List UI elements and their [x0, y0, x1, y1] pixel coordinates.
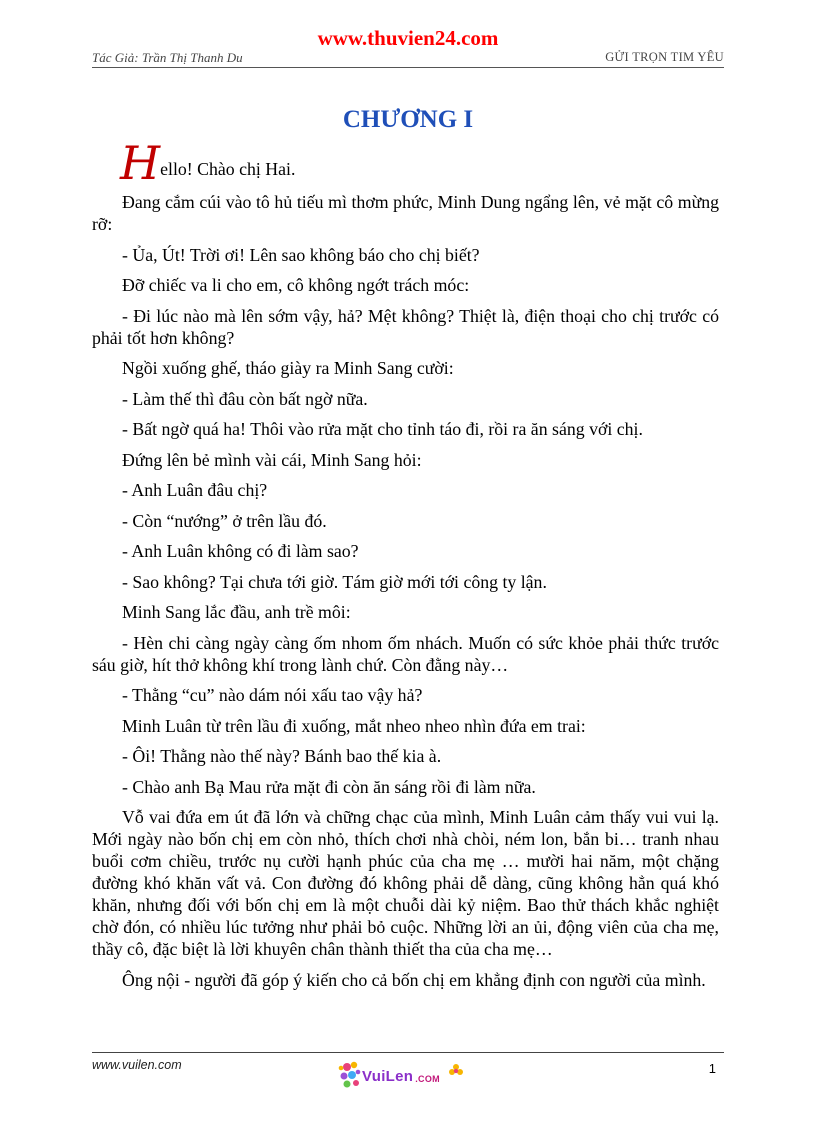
paragraph: Ngồi xuống ghế, tháo giày ra Minh Sang cười: [122, 358, 454, 378]
paragraph: - Anh Luân đâu chị? [122, 480, 268, 500]
paragraph: Ông nội - người đã góp ý kiến cho cả bốn chị em khẳng định con người của mình. [122, 969, 706, 990]
opening-paragraph [92, 136, 719, 190]
star-flower-icon [448, 1063, 464, 1079]
paragraph: - Hèn chi càng ngày càng ốm nhom ốm nhách. Muốn có sức khỏe phải thức trước sáu giờ, hít thở không khí trong lành chứ. Còn đằng này… [92, 632, 719, 675]
paragraph: - Anh Luân không có đi làm sao? [122, 541, 359, 561]
flower-cluster-icon [338, 1059, 364, 1091]
logo-suffix: .COM [415, 1074, 440, 1084]
paragraph: Vỗ vai đứa em út đã lớn và chững chạc của mình, Minh Luân cảm thấy vui vui lạ. Mới ngày nào bốn chị em còn nhỏ, thích chơi nhà chòi, ném lon, bắn bi… tranh nhau buổi cơm chiều, trước nụ cười hạnh phúc của cha mẹ … mười hai năm, một chặng đường khó khăn vất vả. Con đường đó không phải dễ dàng, cũng không hẳn quá khó khăn, nhưng đối với bốn chị em là một chuỗi dài kỷ niệm. Bao thử thách khắc nghiệt chờ đón, có nhiều lúc tưởng như phải bỏ cuộc. Những lời an ủi, động viên của cha mẹ, thầy cô, đặc biệt là lời khuyên chân thành thiết tha của cha mẹ… [92, 807, 719, 959]
paragraph: - Bất ngờ quá ha! Thôi vào rửa mặt cho tỉnh táo đi, rồi ra ăn sáng với chị. [122, 419, 643, 439]
opening-text: ello! Chào chị Hai. [160, 159, 296, 179]
paragraph: - Còn “nướng” ở trên lầu đó. [122, 510, 327, 531]
header-divider [92, 67, 724, 68]
watermark-url: www.thuvien24.com [317, 26, 499, 50]
paragraph: Minh Sang lắc đầu, anh trề môi: [122, 602, 351, 622]
paragraph: - Ôi! Thằng nào thế này? Bánh bao thế kia à. [122, 746, 442, 766]
header-author: Tác Giả: Trần Thị Thanh Du [92, 50, 243, 65]
footer-divider [92, 1052, 724, 1053]
paragraph: - Làm thế thì đâu còn bất ngờ nữa. [122, 388, 368, 409]
footer-site-link[interactable]: www.vuilen.com [92, 1058, 182, 1072]
paragraph: Đang cắm cúi vào tô hủ tiếu mì thơm phức, Minh Dung ngẩng lên, vẻ mặt cô mừng rỡ: [92, 192, 719, 234]
paragraph: - Đi lúc nào mà lên sớm vậy, hả? Mệt không? Thiệt là, điện thoại cho chị trước có phải tốt hơn không? [92, 305, 719, 348]
body-text [92, 136, 719, 999]
paragraph: - Sao không? Tại chưa tới giờ. Tám giờ mới tới công ty lận. [122, 571, 547, 592]
paragraph: - Thằng “cu” nào dám nói xấu tao vậy hả? [122, 685, 423, 705]
paragraph: Đỡ chiếc va li cho em, cô không ngớt trách móc: [122, 275, 470, 295]
logo-name: VuiLen [362, 1068, 414, 1085]
paragraph: - Ủa, Út! Trời ơi! Lên sao không báo cho chị biết? [122, 244, 480, 265]
vuilen-logo [338, 1057, 498, 1093]
drop-cap: H [120, 136, 161, 190]
header-book-title: GỬI TRỌN TIM YÊU [605, 50, 724, 64]
logo-wordmark [362, 1068, 440, 1085]
paragraph: Đứng lên bẻ mình vài cái, Minh Sang hỏi: [122, 449, 422, 470]
paragraph: Minh Luân từ trên lầu đi xuống, mắt nheo nheo nhìn đứa em trai: [122, 715, 586, 736]
page-number: 1 [708, 1061, 716, 1076]
chapter-title: CHƯƠNG I [342, 106, 474, 133]
paragraph: - Chào anh Bạ Mau rửa mặt đi còn ăn sáng rồi đi làm nữa. [122, 776, 536, 797]
